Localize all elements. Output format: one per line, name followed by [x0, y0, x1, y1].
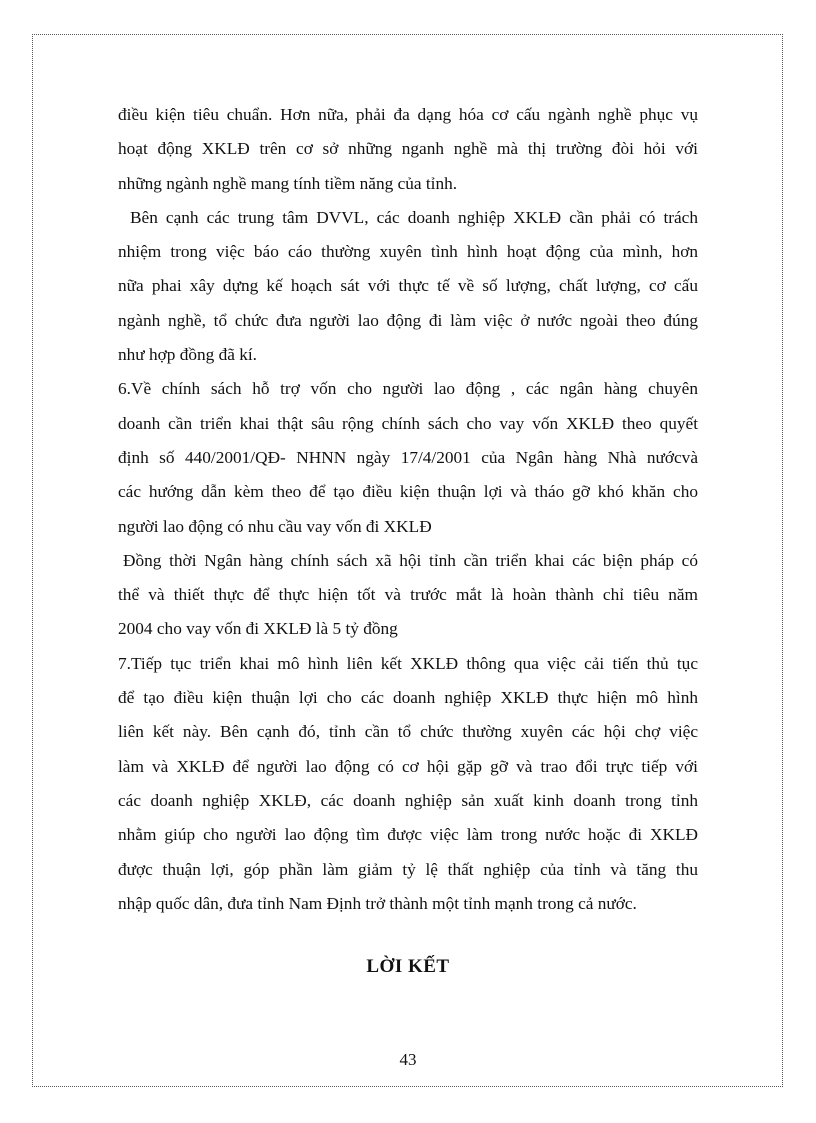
- text-line: người lao động có nhu cầu vay vốn đi XKLĐ: [118, 516, 432, 536]
- text-line: như hợp đồng đã kí.: [118, 345, 257, 365]
- text-line: làm và XKLĐ để người lao động có cơ hội gặp gỡ và trao đổi trực tiếp với: [118, 756, 698, 776]
- text-line: doanh cần triển khai thật sâu rộng chính sách cho vay vốn XKLĐ theo quyết: [118, 413, 698, 433]
- text-line: 6.Về chính sách hỗ trợ vốn cho người lao động , các ngân hàng chuyên: [118, 379, 698, 399]
- text-line: nhằm giúp cho người lao động tìm được việc làm trong nước hoặc đi XKLĐ: [118, 825, 698, 845]
- paragraph: [118, 647, 698, 921]
- text-line: được thuận lợi, góp phần làm giảm tỷ lệ thất nghiệp của tỉnh và tăng thu: [118, 859, 698, 879]
- text-line: nữa phai xây dựng kế hoạch sát với thực tế về số lượng, chất lượng, cơ cấu: [118, 276, 698, 296]
- text-line: định số 440/2001/QĐ- NHNN ngày 17/4/2001 của Ngân hàng Nhà nướcvà: [118, 447, 698, 467]
- paragraph: [118, 98, 698, 201]
- text-line: 2004 cho vay vốn đi XKLĐ là 5 tỷ đồng: [118, 619, 398, 639]
- text-line: điều kiện tiêu chuẩn. Hơn nữa, phải đa dạng hóa cơ cấu ngành nghề phục vụ: [118, 105, 698, 124]
- text-line: ngành nghề, tổ chức đưa người lao động đi làm việc ở nước ngoài theo đúng: [118, 310, 698, 330]
- document-body: [118, 98, 698, 921]
- text-line: để tạo điều kiện thuận lợi cho các doanh nghiệp XKLĐ thực hiện mô hình: [118, 688, 698, 708]
- text-line: Đồng thời Ngân hàng chính sách xã hội tỉnh cần triển khai các biện pháp có: [123, 550, 698, 570]
- text-line: các hướng dẫn kèm theo để tạo điều kiện thuận lợi và tháo gỡ khó khăn cho: [118, 482, 698, 502]
- text-line: liên kết này. Bên cạnh đó, tỉnh cần tổ chức thường xuyên các hội chợ việc: [118, 722, 698, 742]
- paragraph: [118, 544, 698, 647]
- text-line: Bên cạnh các trung tâm DVVL, các doanh nghiệp XKLĐ cần phải có trách: [130, 207, 698, 227]
- section-heading: LỜI KẾT: [366, 956, 450, 977]
- text-line: những ngành nghề mang tính tiềm năng của tỉnh.: [118, 173, 458, 193]
- page-number: 43: [399, 1050, 417, 1069]
- text-line: nhiệm trong việc báo cáo thường xuyên tình hình hoạt động của mình, hơn: [118, 242, 698, 262]
- paragraph: [118, 372, 698, 543]
- text-line: thể và thiết thực để thực hiện tốt và trước mắt là hoàn thành chỉ tiêu năm: [118, 585, 698, 605]
- text-line: hoạt động XKLĐ trên cơ sở những nganh nghề mà thị trường đòi hỏi với: [118, 139, 698, 159]
- paragraph: [118, 201, 698, 372]
- text-line: các doanh nghiệp XKLĐ, các doanh nghiệp sản xuất kinh doanh trong tỉnh: [118, 790, 698, 810]
- text-line: 7.Tiếp tục triển khai mô hình liên kết XKLĐ thông qua việc cải tiến thủ tục: [118, 653, 698, 673]
- text-line: nhập quốc dân, đưa tỉnh Nam Định trở thành một tỉnh mạnh trong cả nước.: [118, 893, 637, 913]
